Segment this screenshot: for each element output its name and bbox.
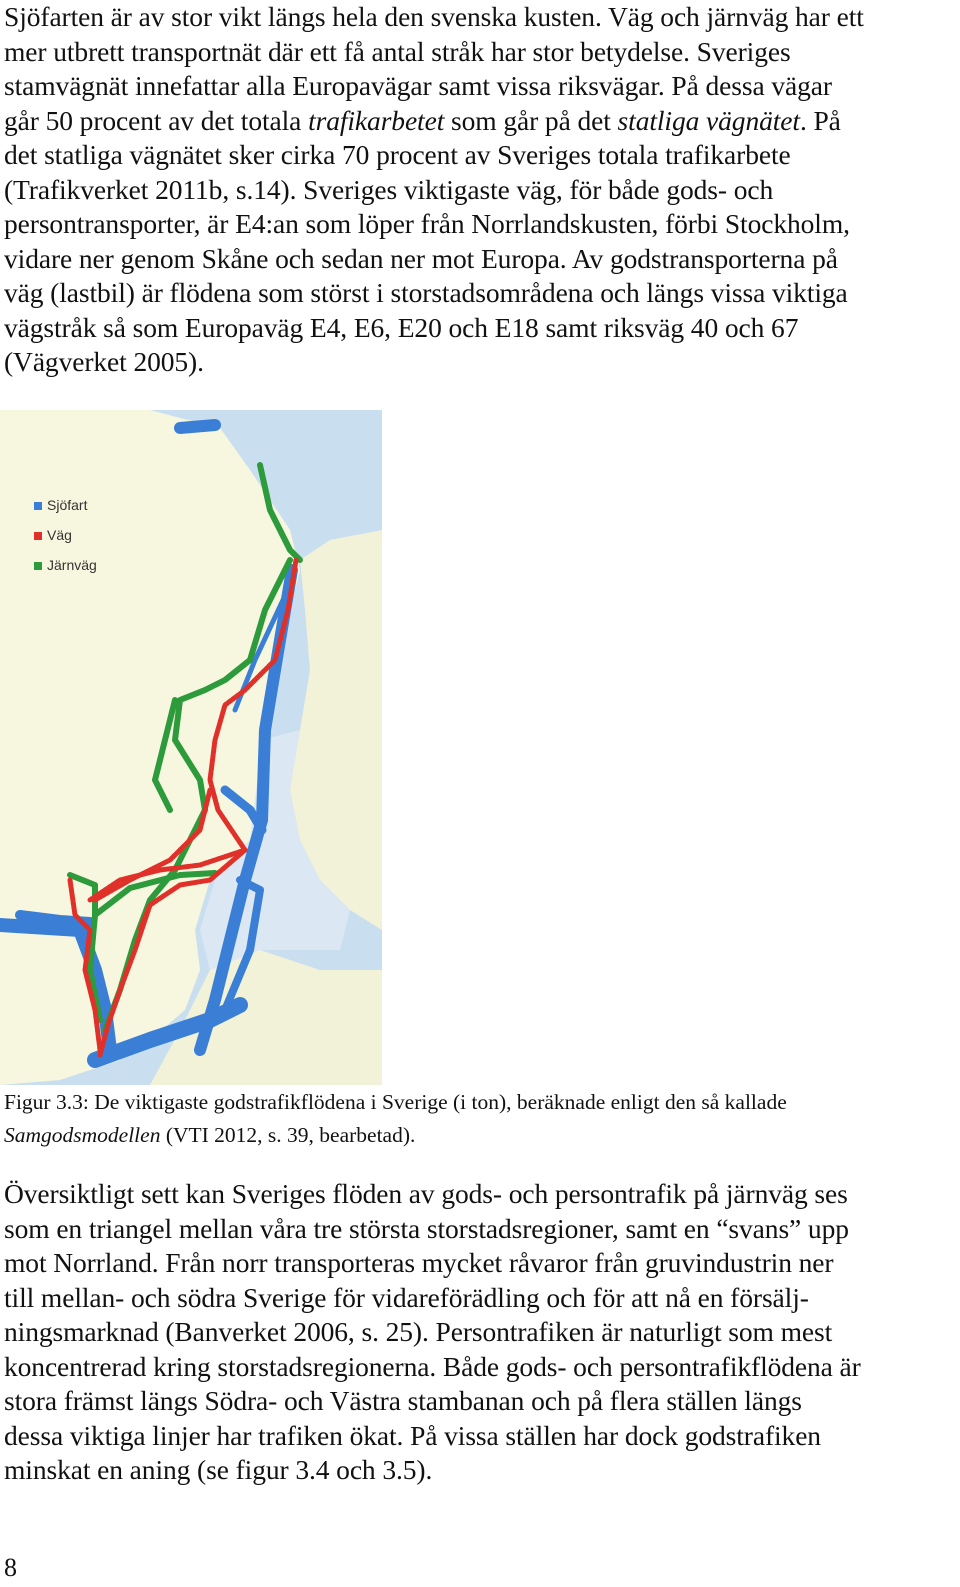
text-line: (Trafikverket 2011b, s.14). Sveriges viktigaste väg, för både gods- och — [4, 173, 774, 205]
text-line: mot Norrland. Från norr transporteras mycket råvaror från gruvindustrin ner — [4, 1247, 834, 1278]
text-line: stora främst längs Södra- och Västra stambanan och på flera ställen längs — [4, 1385, 802, 1416]
page-number: 8 — [4, 1553, 17, 1582]
text-line: Sjöfarten är av stor vikt längs hela den svenska kusten. Väg och järnväg har ett — [4, 1, 864, 32]
text-span: går 50 procent av det totala — [4, 104, 309, 136]
text-line: stamvägnät innefattar alla Europavägar samt vissa riksvägar. På dessa vägar — [4, 70, 832, 101]
caption-label: Figur 3.3: De viktigaste godstrafikflödena i Sverige (i ton), beräknade enligt den så kallade — [4, 1090, 787, 1114]
legend-label-vag: Väg — [47, 527, 72, 543]
text-line: vägstråk så som Europaväg E4, E6, E20 och E18 samt riksväg 40 och 67 — [4, 311, 799, 343]
legend-swatch-vag — [34, 532, 42, 540]
text-line: väg (lastbil) är flödena som störst i storstadsområdena och längs vissa viktiga — [4, 277, 848, 308]
text-line: till mellan- och södra Sverige för vidareförädling och för att nå en försälj- — [4, 1281, 809, 1313]
text-line: som en triangel mellan våra tre största storstadsregioner, samt en “svans” upp — [4, 1212, 849, 1244]
text-line: det statliga vägnätet sker cirka 70 procent av Sveriges totala trafikarbete — [4, 139, 791, 170]
legend-label-sjofart: Sjöfart — [47, 497, 88, 513]
caption-italic-model: Samgodsmodellen — [4, 1123, 161, 1147]
italic-term-statliga-vagnatet: statliga vägnätet — [617, 104, 800, 136]
intro-paragraph — [4, 0, 949, 380]
text-span: som går på det — [444, 104, 618, 136]
legend-swatch-jarnvag — [34, 562, 42, 570]
text-line: minskat en aning (se figur 3.4 och 3.5). — [4, 1454, 433, 1485]
legend-swatch-sjofart — [34, 502, 42, 510]
text-span: . På — [799, 104, 841, 136]
sea-route-norway-coast — [180, 425, 215, 428]
legend-label-jarnvag: Järnväg — [47, 557, 97, 573]
text-line: (Vägverket 2005). — [4, 346, 204, 377]
map-graphic — [0, 410, 382, 1085]
text-line: mer utbrett transportnät där ett få antal stråk har stor betydelse. Sveriges — [4, 35, 791, 67]
text-line: Översiktligt sett kan Sveriges flöden av gods- och persontrafik på järnväg ses — [4, 1178, 848, 1209]
text-line: persontransporter, är E4:an som löper från Norrlandskusten, förbi Stockholm, — [4, 208, 850, 239]
figure-caption — [4, 1086, 949, 1152]
rail-overview-paragraph — [4, 1177, 949, 1488]
text-line: vidare ner genom Skåne och sedan ner mot Europa. Av godstransporterna på — [4, 242, 838, 274]
text-line: koncentrerad kring storstadsregionerna. Både gods- och persontrafikflödena är — [4, 1350, 861, 1382]
text-line — [4, 104, 949, 139]
freight-flow-map — [0, 410, 382, 1085]
caption-source: (VTI 2012, s. 39, bearbetad). — [160, 1123, 416, 1147]
italic-term-trafikarbetet: trafikarbetet — [308, 104, 445, 136]
text-line: dessa viktiga linjer har trafiken ökat. På vissa ställen har dock godstrafiken — [4, 1419, 821, 1451]
text-line: ningsmarknad (Banverket 2006, s. 25). Persontrafiken är naturligt som mest — [4, 1316, 833, 1347]
